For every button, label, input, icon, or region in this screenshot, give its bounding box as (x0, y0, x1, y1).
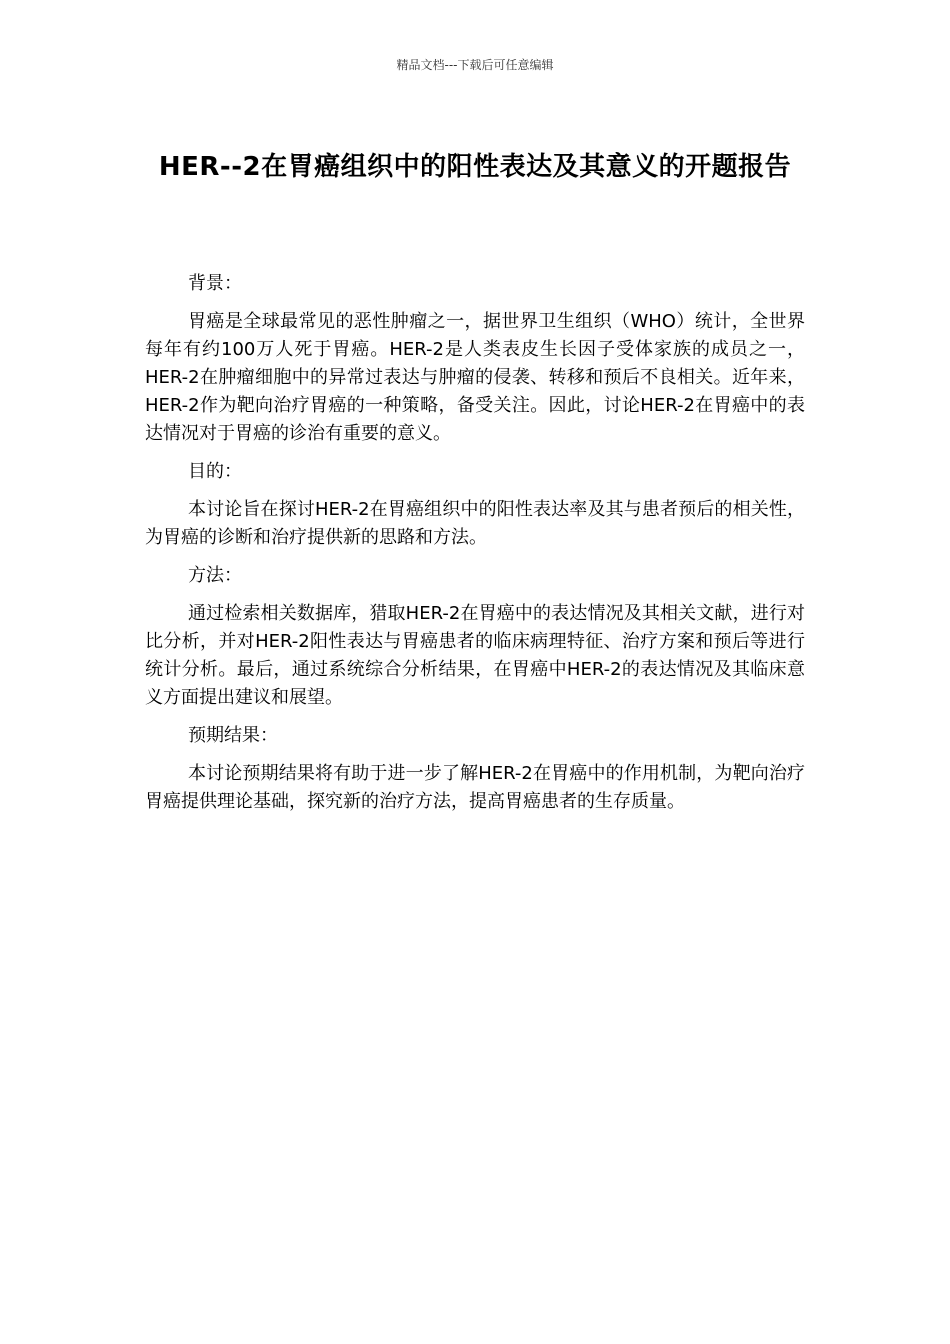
section-heading-purpose: 目的： (188, 461, 242, 482)
section-heading-methods: 方法： (188, 565, 242, 586)
section-body-methods: 通过检索相关数据库，猎取HER-2在胃癌中的表达情况及其相关文献，进行对比分析，并对HER-2阳性表达与胃癌患者的临床病理特征、治疗方案和预后等进行统计分析。最后，通过系统综合分析结果，在胃癌中HER-2的表达情况及其临床意义方面提出建议和展望。 (145, 603, 805, 708)
section-body-expected-results: 本讨论预期结果将有助于进一步了解HER-2在胃癌中的作用机制，为靶向治疗胃癌提供理论基础，探究新的治疗方法，提高胃癌患者的生存质量。 (145, 763, 805, 812)
section-heading-background: 背景： (188, 273, 242, 294)
section-body-background: 胃癌是全球最常见的恶性肿瘤之一，据世界卫生组织（WHO）统计，全世界每年有约100万人死于胃癌。HER-2是人类表皮生长因子受体家族的成员之一，HER-2在肿瘤细胞中的异常过表达与肿瘤的侵袭、转移和预后不良相关。近年来，HER-2作为靶向治疗胃癌的一种策略，备受关注。因此，讨论HER-2在胃癌中的表达情况对于胃癌的诊治有重要的意义。 (145, 311, 805, 444)
header-note: 精品文档---下载后可任意编辑 (396, 58, 554, 72)
section-body-purpose: 本讨论旨在探讨HER-2在胃癌组织中的阳性表达率及其与患者预后的相关性，为胃癌的诊断和治疗提供新的思路和方法。 (145, 499, 805, 548)
document-body (145, 270, 805, 816)
section-heading-expected-results: 预期结果： (188, 725, 278, 746)
document-title: HER--2在胃癌组织中的阳性表达及其意义的开题报告 (158, 152, 792, 182)
